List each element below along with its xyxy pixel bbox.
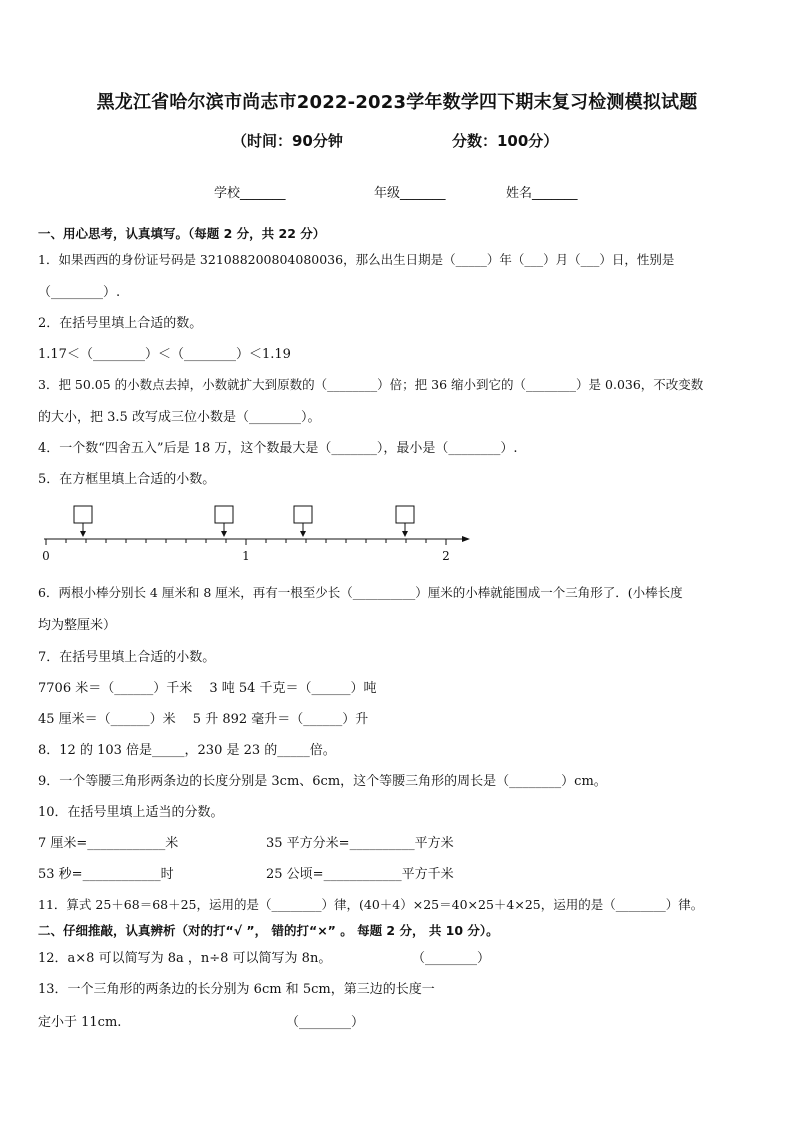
answer-box[interactable] bbox=[215, 506, 233, 537]
question-12-answer[interactable]: （________） bbox=[412, 951, 491, 966]
question-2-line-2: 1.17＜（________）＜（________）＜1.19 bbox=[38, 347, 291, 362]
axis-arrow bbox=[462, 536, 470, 542]
question-12: 12．a×8 可以简写为 8a ，n÷8 可以简写为 8n。 bbox=[38, 951, 332, 966]
question-6-line-1: 6．两根小棒分别长 4 厘米和 8 厘米，再有一根至少长（__________）厘米的小棒就能围成一个三角形了．(小棒长度 bbox=[38, 585, 683, 600]
question-2-line-1: 2．在括号里填上合适的数。 bbox=[38, 316, 203, 331]
exam-score: 分数：100分） bbox=[452, 132, 559, 150]
question-13-line-1: 13．一个三角形的两条边的长分别为 6cm 和 5cm，第三边的长度一 bbox=[38, 982, 435, 997]
section-1-heading: 一、用心思考，认真填写。（每题 2 分，共 22 分） bbox=[38, 226, 326, 241]
section-2-heading: 二、仔细推敲，认真辨析（对的打“√ ”， 错的打“×” 。 每题 2 分， 共 10 分）。 bbox=[38, 923, 499, 938]
question-7-line-2: 7706 米＝（______）千米 3 吨 54 千克＝（______）吨 bbox=[38, 681, 377, 696]
question-4: 4．一个数“四舍五入”后是 18 万，这个数最大是（_______），最小是（________）. bbox=[38, 441, 518, 456]
question-3-line-1: 3．把 50.05 的小数点去掉，小数就扩大到原数的（________）倍；把 36 缩小到它的（________）是 0.036，不改变数 bbox=[38, 377, 704, 392]
question-1-line-1: 1．如果西西的身份证号码是 321088200804080036，那么出生日期是（_____）年（___）月（___）日，性别是 bbox=[38, 252, 675, 267]
question-7-line-1: 7．在括号里填上合适的小数。 bbox=[38, 650, 216, 665]
question-10-a: 7 厘米=____________米 bbox=[38, 836, 179, 851]
question-3-line-2: 的大小，把 3.5 改写成三位小数是（________）。 bbox=[38, 410, 321, 425]
question-10-d: 25 公顷=____________平方千米 bbox=[266, 867, 454, 882]
question-1-line-2: （________）. bbox=[38, 285, 121, 300]
answer-box[interactable] bbox=[396, 506, 414, 537]
page-title: 黑龙江省哈尔滨市尚志市2022-2023学年数学四下期末复习检测模拟试题 bbox=[96, 92, 698, 113]
question-5: 5．在方框里填上合适的小数。 bbox=[38, 472, 216, 487]
answer-box[interactable] bbox=[294, 506, 312, 537]
tick-label-2: 2 bbox=[442, 549, 450, 563]
question-7-line-3: 45 厘米＝（______）米 5 升 892 毫升＝（______）升 bbox=[38, 712, 369, 727]
question-9: 9．一个等腰三角形两条边的长度分别是 3cm、6cm，这个等腰三角形的周长是（________）cm。 bbox=[38, 774, 607, 789]
question-13-line-2: 定小于 11cm. bbox=[38, 1015, 122, 1030]
question-11: 11．算式 25＋68＝68＋25，运用的是（________）律，(40＋4）×25＝40×25＋4×25，运用的是（________）律。 bbox=[38, 897, 704, 912]
school-field[interactable]: 学校_______ bbox=[214, 186, 286, 201]
tick-label-1: 1 bbox=[242, 549, 250, 563]
answer-box[interactable] bbox=[74, 506, 92, 537]
question-6-line-2: 均为整厘米） bbox=[38, 618, 117, 633]
number-line bbox=[30, 498, 480, 570]
tick-label-0: 0 bbox=[42, 549, 50, 563]
question-10-c: 53 秒=____________时 bbox=[38, 867, 174, 882]
question-13-answer[interactable]: （________） bbox=[286, 1015, 365, 1030]
question-8: 8．12 的 103 倍是_____，230 是 23 的_____倍。 bbox=[38, 743, 336, 758]
grade-field[interactable]: 年级_______ bbox=[374, 186, 446, 201]
question-10-b: 35 平方分米=__________平方米 bbox=[266, 836, 454, 851]
exam-time: （时间：90分钟 bbox=[232, 132, 343, 150]
name-field[interactable]: 姓名_______ bbox=[506, 186, 578, 201]
question-10: 10．在括号里填上适当的分数。 bbox=[38, 805, 224, 820]
